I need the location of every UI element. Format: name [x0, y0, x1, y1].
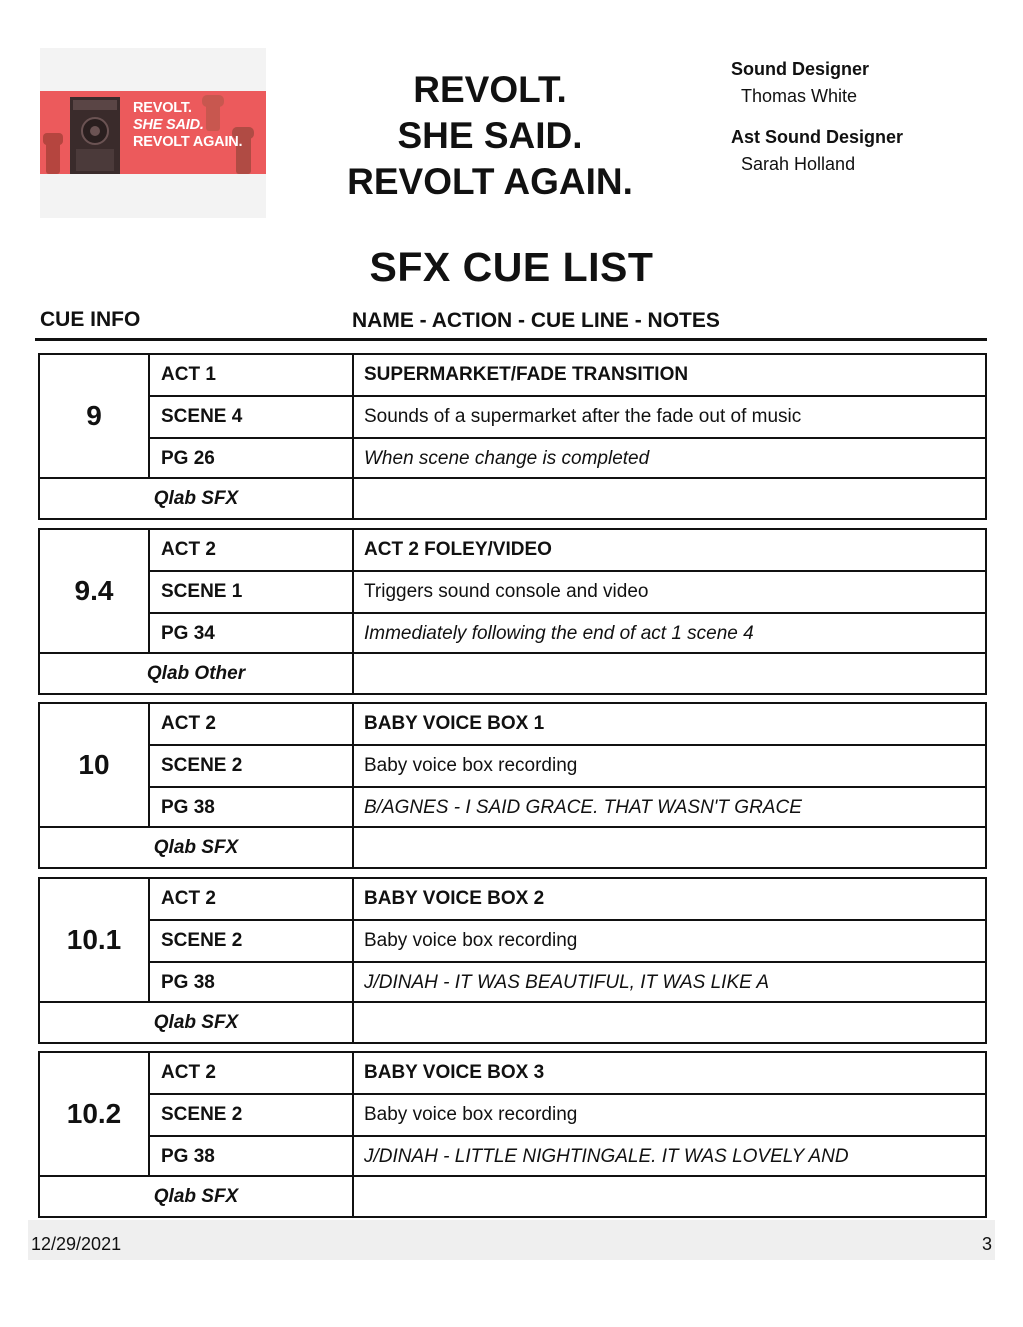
cue-act: ACT 2 [161, 1062, 216, 1083]
cue-name: BABY VOICE BOX 2 [364, 888, 545, 909]
cue-block [38, 353, 987, 520]
ast-sound-designer-name: Sarah Holland [741, 154, 856, 174]
cue-type: Qlab SFX [153, 1185, 239, 1207]
logo-line-2: SHE SAID. [133, 117, 204, 133]
cue-number: 9.4 [74, 575, 114, 606]
ast-sound-designer-label: Ast Sound Designer [731, 127, 904, 147]
cue-name: ACT 2 FOLEY/VIDEO [364, 539, 552, 560]
print-date: 12/29/2021 [31, 1234, 122, 1254]
cue-act: ACT 1 [161, 364, 216, 385]
cue-line: When scene change is completed [364, 448, 650, 469]
cue-name: BABY VOICE BOX 3 [364, 1062, 545, 1083]
cue-action: Baby voice box recording [364, 1104, 578, 1125]
cue-number: 10 [78, 749, 110, 780]
show-logo [40, 48, 266, 218]
cue-scene: SCENE 2 [161, 755, 243, 776]
header-divider [35, 338, 987, 341]
cue-action: Triggers sound console and video [364, 581, 649, 602]
cue-block [38, 528, 987, 695]
cue-scene: SCENE 4 [161, 406, 243, 427]
cue-page: PG 38 [161, 797, 215, 818]
sound-designer-name: Thomas White [741, 86, 858, 106]
cue-line: B/AGNES - I SAID GRACE. THAT WASN'T GRACE [364, 797, 802, 818]
show-title [300, 67, 680, 205]
cue-name: BABY VOICE BOX 1 [364, 713, 545, 734]
cue-line: Immediately following the end of act 1 scene 4 [364, 623, 754, 644]
cue-line: J/DINAH - IT WAS BEAUTIFUL, IT WAS LIKE A [364, 972, 770, 993]
show-title-line-2: SHE SAID. [397, 115, 583, 156]
logo-text [133, 100, 242, 151]
cue-block [38, 702, 987, 869]
show-title-line-3: REVOLT AGAIN. [347, 161, 633, 202]
credits [731, 58, 991, 194]
cue-action: Baby voice box recording [364, 930, 578, 951]
cue-page: PG 34 [161, 623, 215, 644]
column-header-details: NAME - ACTION - CUE LINE - NOTES [352, 309, 720, 332]
cue-page: PG 38 [161, 972, 215, 993]
cue-type: Qlab SFX [153, 1011, 239, 1033]
cue-number: 10.1 [66, 924, 122, 955]
page-number: 3 [981, 1234, 992, 1254]
sound-designer-label: Sound Designer [731, 59, 870, 79]
cue-number: 9 [86, 400, 102, 431]
cue-number: 10.2 [66, 1098, 122, 1129]
cue-type: Qlab SFX [153, 487, 239, 509]
document-title: SFX CUE LIST [369, 244, 654, 290]
cue-scene: SCENE 1 [161, 581, 243, 602]
cue-name: SUPERMARKET/FADE TRANSITION [364, 364, 689, 385]
cue-action: Baby voice box recording [364, 755, 578, 776]
cue-type: Qlab Other [146, 662, 246, 684]
raised-fist-icon [43, 133, 63, 174]
cue-scene: SCENE 2 [161, 930, 243, 951]
logo-banner [40, 91, 266, 174]
cue-block [38, 1051, 987, 1218]
show-title-line-1: REVOLT. [413, 69, 567, 110]
cue-act: ACT 2 [161, 539, 216, 560]
cue-page: PG 38 [161, 1146, 215, 1167]
cue-line: J/DINAH - LITTLE NIGHTINGALE. IT WAS LOVELY AND [364, 1146, 849, 1167]
column-header-cue-info: CUE INFO [40, 308, 141, 331]
cue-act: ACT 2 [161, 888, 216, 909]
cue-act: ACT 2 [161, 713, 216, 734]
cue-page: PG 26 [161, 448, 215, 469]
cue-type: Qlab SFX [153, 836, 239, 858]
logo-line-1: REVOLT. [133, 100, 192, 116]
cue-action: Sounds of a supermarket after the fade out of music [364, 406, 802, 427]
cue-scene: SCENE 2 [161, 1104, 243, 1125]
logo-line-3: REVOLT AGAIN. [133, 134, 243, 150]
page-footer [28, 1220, 995, 1260]
cue-block [38, 877, 987, 1044]
